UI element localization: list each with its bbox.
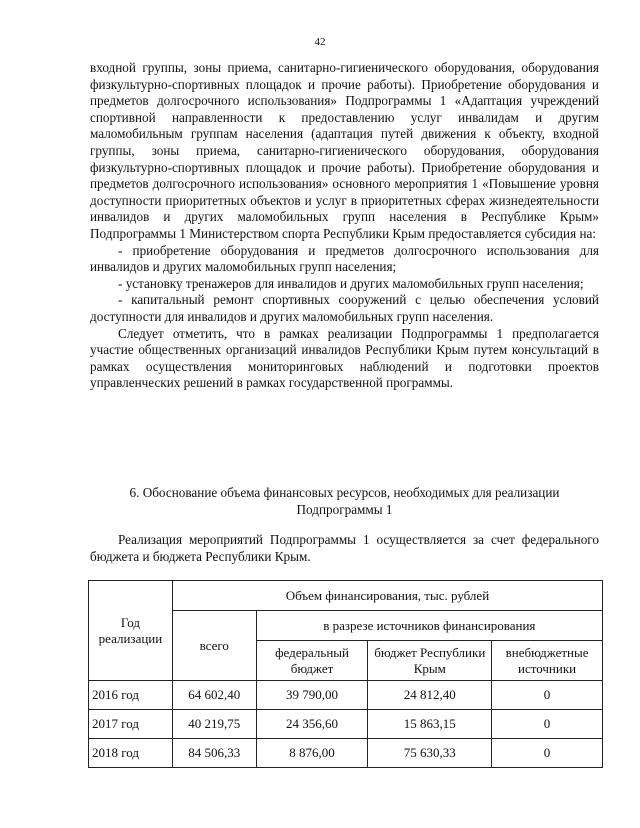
cell-total: 64 602,40 xyxy=(172,681,256,710)
cell-total: 84 506,33 xyxy=(172,739,256,768)
header-extra: внебюджетные источники xyxy=(492,641,603,681)
header-federal: федеральный бюджет xyxy=(256,641,368,681)
cell-crimea: 24 812,40 xyxy=(368,681,492,710)
table-row xyxy=(89,739,603,768)
section-heading xyxy=(90,485,599,518)
funding-table xyxy=(88,580,603,768)
cell-federal: 24 356,60 xyxy=(256,710,368,739)
paragraph: - приобретение оборудования и предметов долгосрочного использования для инвалидов и других маломобильных групп населения; xyxy=(90,242,599,275)
header-funding: Объем финансирования, тыс. рублей xyxy=(172,581,602,611)
header-crimea: бюджет Республики Крым xyxy=(368,641,492,681)
cell-year: 2017 год xyxy=(89,710,173,739)
body-text xyxy=(90,60,599,392)
cell-federal: 8 876,00 xyxy=(256,739,368,768)
intro-paragraph: Реализация мероприятий Подпрограммы 1 осуществляется за счет федерального бюджета и бюджета Республики Крым. xyxy=(90,532,599,564)
paragraph: входной группы, зоны приема, санитарно-гигиенического оборудования, оборудования физкультурно-спортивных площадок и прочие работы). Приобретение оборудования и предметов долгосрочного использования» Подпрограммы 1 «Адаптация учреждений спортивной направленности к предоставлению услуг инвалидам и другим маломобильным группам населения (адаптация путей движения к объекту, входной группы, зоны приема, санитарно-гигиенического оборудования, оборудования физкультурно-спортивных площадок и прочие работы). Приобретение оборудования и предметов долгосрочного использования» основного мероприятия 1 «Повышение уровня доступности приоритетных объектов и услуг в приоритетных сферах жизнедеятельности инвалидов и других маломобильных групп населения в Республике Крым» Подпрограммы 1 Министерством спорта Республики Крым предоставляется субсидия на: xyxy=(90,60,599,241)
cell-extra: 0 xyxy=(492,710,603,739)
section-heading-line: 6. Обоснование объема финансовых ресурсов, необходимых для реализации xyxy=(129,485,560,500)
paragraph: Следует отметить, что в рамках реализации Подпрограммы 1 предполагается участие общественных организаций инвалидов Республики Крым путем консультаций в рамках осуществления мониторинговых наблюдений и подготовки проектов управленческих решений в рамках государственной программы. xyxy=(90,325,599,391)
header-sources: в разрезе источников финансирования xyxy=(256,611,602,641)
paragraph: - установку тренажеров для инвалидов и других маломобильных групп населения; xyxy=(118,275,584,291)
cell-total: 40 219,75 xyxy=(172,710,256,739)
page-number: 42 xyxy=(314,36,326,48)
header-year: Год реализации xyxy=(89,581,173,681)
header-total: всего xyxy=(172,611,256,681)
cell-crimea: 75 630,33 xyxy=(368,739,492,768)
section-heading-line: Подпрограммы 1 xyxy=(296,501,393,517)
cell-extra: 0 xyxy=(492,681,603,710)
table-row xyxy=(89,681,603,710)
cell-year: 2018 год xyxy=(89,739,173,768)
cell-year: 2016 год xyxy=(89,681,173,710)
cell-crimea: 15 863,15 xyxy=(368,710,492,739)
cell-federal: 39 790,00 xyxy=(256,681,368,710)
paragraph: - капитальный ремонт спортивных сооружений с целью обеспечения условий доступности для инвалидов и других маломобильных групп населения. xyxy=(90,292,599,324)
cell-extra: 0 xyxy=(492,739,603,768)
table-row xyxy=(89,710,603,739)
